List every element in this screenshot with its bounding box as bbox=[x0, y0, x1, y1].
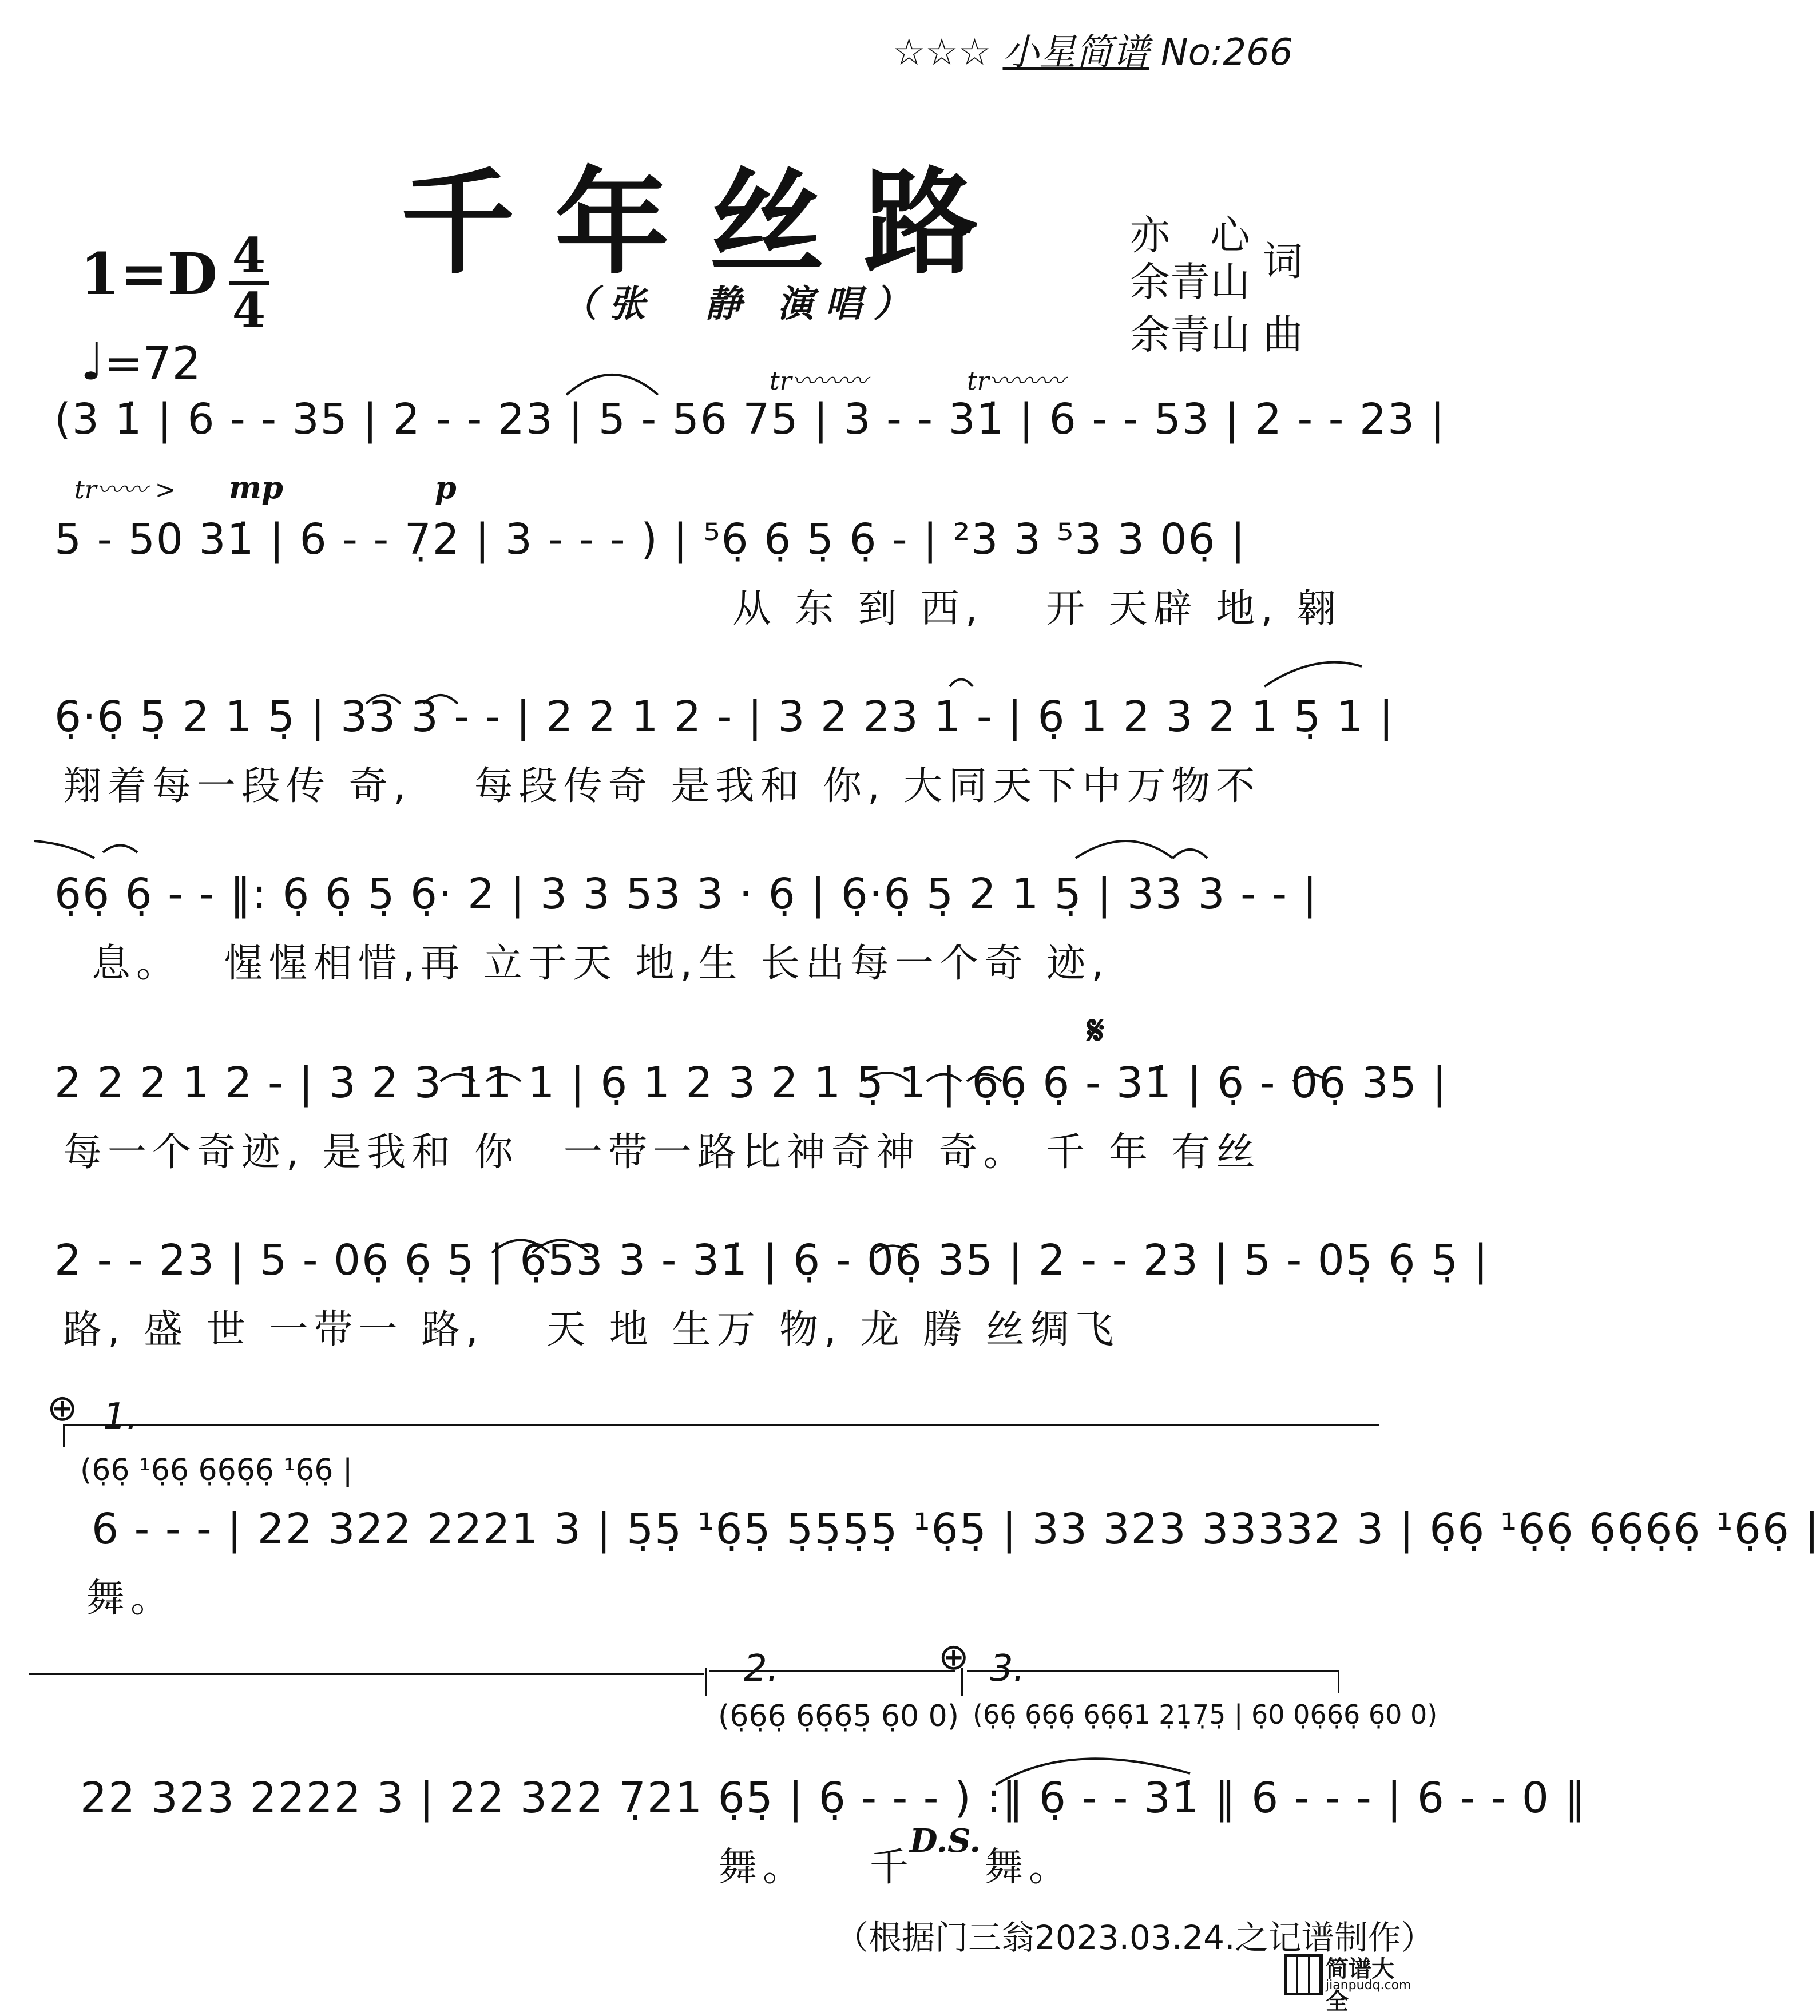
score-line-1: (3 1̇ | 6 - - 35 | 2 - - 23 | 5 - 56 75 | 3 - - 31̇ | 6 - - 53 | 2 - - 23 | bbox=[54, 395, 1446, 444]
volta-1-notes: 6 - - - | 22 322 2221 3 | 5̣5̣ ¹6̣5̣ 5̣5̣5̣5̣ ¹6̣5̣ | 33 323 33332 3 | 6̣6̣ ¹6̣6̣ 6̣6̣6̣6̣ ¹6̣6̣ | bbox=[92, 1505, 1820, 1554]
lyric-line-6: 路, 盛 世 一带一 路, 天 地 生万 物, 龙 腾 丝绸飞 bbox=[63, 1307, 1120, 1352]
final-lyric-2: 千 bbox=[870, 1845, 915, 1890]
dal-segno: D.S. bbox=[910, 1822, 981, 1860]
volta-3-end bbox=[1338, 1670, 1339, 1693]
slur bbox=[1173, 850, 1207, 858]
piano-icon bbox=[1284, 1954, 1323, 1995]
volta-2-label: 2. bbox=[744, 1648, 779, 1690]
volta-1-bracket bbox=[63, 1424, 1379, 1426]
dynamic-mp: mp bbox=[229, 469, 283, 506]
lyricist-role: 词 bbox=[1263, 238, 1303, 285]
score-line-4: 6̣6̣ 6̣ - - ‖: 6̣ 6̣ 5̣ 6̣· 2 | 3 3 53 3 · 6̣ | 6̣·6̣ 5̣ 2 1 5̣ | 33 3 - - | bbox=[54, 870, 1318, 919]
tempo-value: =72 bbox=[104, 337, 201, 390]
slur bbox=[1264, 662, 1362, 686]
volta-1-prefix: (6̣6̣ ¹6̣6̣ 6̣6̣6̣6̣ ¹6̣6̣ | bbox=[80, 1453, 353, 1487]
composer-name: 余青山 bbox=[1130, 311, 1250, 358]
lyricist-2-name: 余青山 bbox=[1130, 259, 1250, 305]
final-lyric-3: 舞。 bbox=[984, 1845, 1074, 1890]
volta-3-tick bbox=[961, 1668, 963, 1696]
slur bbox=[34, 841, 94, 858]
coda-icon: ⊕ bbox=[47, 1387, 78, 1430]
singer: （张 静 演唱） bbox=[561, 283, 922, 326]
trill-mark: tr〰〰〰 bbox=[967, 367, 1065, 396]
quarter-note-icon: ♩ bbox=[80, 332, 105, 392]
site-logo[interactable] bbox=[1284, 1951, 1411, 2015]
lyric-line-5: 每一个奇迹, 是我和 你 一带一路比神奇神 奇。 千 年 有丝 bbox=[63, 1130, 1261, 1175]
volta-2-prefix: (6̣6̣6̣ 6̣6̣6̣5̣ 6̣0 0) bbox=[718, 1699, 959, 1733]
slur bbox=[103, 846, 137, 853]
lyric-line-4: 息。 惺惺相惜,再 立于天 地,生 长出每一个奇 迹, bbox=[92, 941, 1109, 986]
trill-mark: tr〰〰 > bbox=[74, 475, 176, 505]
score-number: No:266 bbox=[1160, 31, 1293, 74]
lyricist-1: 亦 心 bbox=[1130, 212, 1250, 259]
volta-1-label: 1. bbox=[103, 1396, 138, 1438]
volta-3-label: 3. bbox=[990, 1648, 1025, 1690]
final-score-line: 22 323 2222 3 | 22 322 7̣21 6̣5̣ | 6̣ - - - ) :‖ 6̣ - - 31̇ ‖ 6 - - - | 6 - - 0 ‖ bbox=[80, 1773, 1587, 1823]
key-signature: 1=D bbox=[80, 240, 218, 308]
slur bbox=[566, 375, 658, 395]
meter-bottom: 4 bbox=[232, 282, 266, 339]
meter-top: 4 bbox=[232, 227, 266, 284]
bracket-line bbox=[29, 1673, 704, 1675]
volta-2-tick bbox=[705, 1668, 707, 1696]
brand-link[interactable]: 小星简谱 bbox=[1002, 31, 1149, 74]
score-line-5: 2 2 2 1 2 - | 3 2 3 11 1 | 6̣ 1 2 3 2 1 5̣ 1 | 6̣6̣ 6̣ - 31̇ | 6̣ - 06̣ 35 | bbox=[54, 1058, 1448, 1108]
segno-icon: 𝄋 bbox=[1087, 1007, 1105, 1054]
coda-icon: ⊕ bbox=[938, 1636, 969, 1678]
score-line-6: 2 - - 23 | 5 - 06̣ 6̣ 5̣ | 6̣53 3 - 31̇ | 6̣ - 06̣ 35 | 2 - - 23 | 5 - 05̣ 6̣ 5̣ | bbox=[54, 1236, 1489, 1285]
score-line-2: 5 - 50 31̇ | 6 - - 7̣2 | 3 - - - ) | ⁵6̣ 6̣ 5̣ 6̣ - | ²3 3 ⁵3 3 06̣ | bbox=[54, 515, 1247, 564]
trill-mark: tr〰〰〰 bbox=[770, 367, 867, 396]
slur bbox=[950, 680, 973, 687]
song-title: 千年丝路 bbox=[400, 156, 1018, 290]
logo-name: 简谱大全 bbox=[1326, 1956, 1394, 2015]
volta-3-prefix: (6̣6̣ 6̣6̣6̣ 6̣6̣6̣1 2̣1̣7̣5̣ | 6̣0 0̣6̣6̣6̣ 6̣0 0) bbox=[973, 1699, 1438, 1730]
composer-role: 曲 bbox=[1263, 311, 1303, 358]
lyric-line-2: 从 东 到 西, 开 天辟 地, 翱 bbox=[732, 586, 1342, 632]
volta-1-tick bbox=[63, 1424, 65, 1447]
final-lyric-1: 舞。 bbox=[718, 1845, 808, 1890]
slur bbox=[1076, 841, 1173, 858]
footer-note: （根据门三翁2023.03.24.之记谱制作） bbox=[835, 1918, 1434, 1957]
lyric-line-3: 翔着每一段传 奇, 每段传奇 是我和 你, 大同天下中万物不 bbox=[63, 764, 1261, 809]
score-line-3: 6̣·6̣ 5̣ 2 1 5̣ | 33 3 - - | 2 2 1 2 - | 3 2 23 1 - | 6̣ 1 2 3 2 1 5̣ 1 | bbox=[54, 692, 1395, 741]
dynamic-p: p bbox=[435, 469, 457, 506]
volta-1-lyrics: 舞。 bbox=[86, 1576, 176, 1621]
stars: ☆☆☆ bbox=[893, 31, 992, 74]
logo-url: jianpudq.com bbox=[1326, 1978, 1411, 1993]
